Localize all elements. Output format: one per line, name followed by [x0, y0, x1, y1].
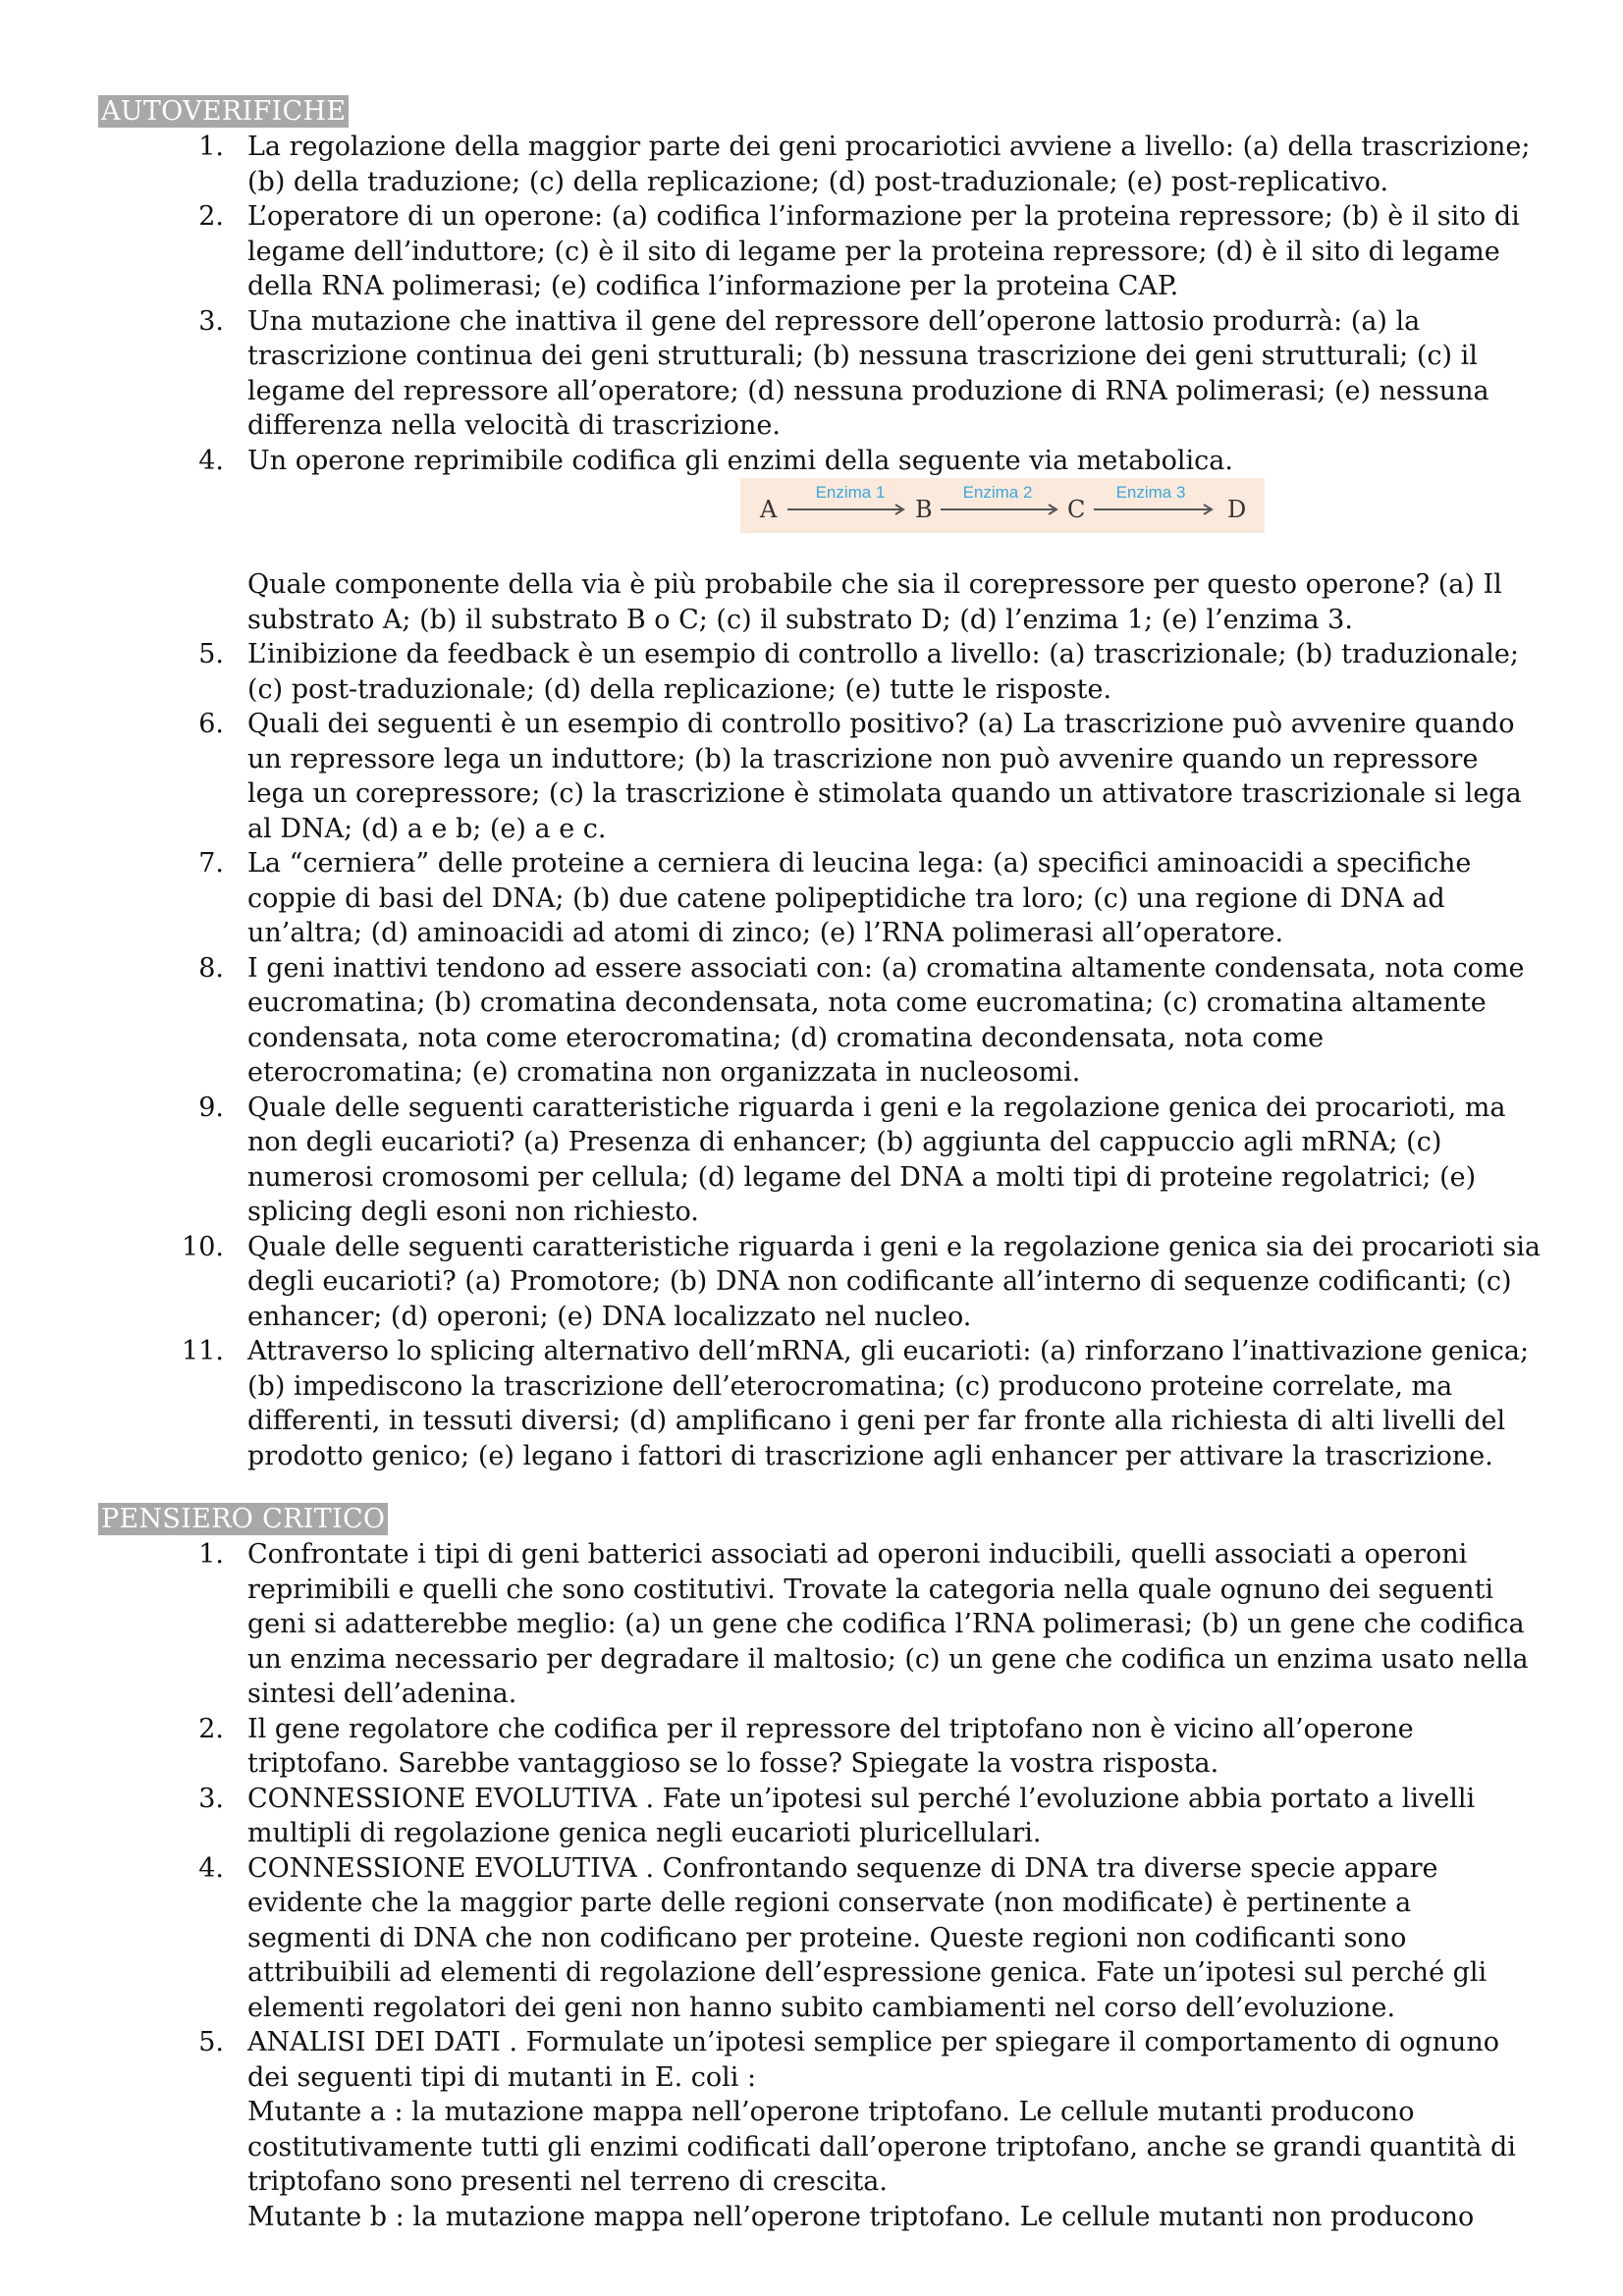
item-number: 2. [198, 201, 224, 232]
pathway-node-d: D [1227, 496, 1247, 523]
list-item [98, 1851, 1542, 2026]
item-text: La “cerniera” delle proteine a cerniera di leucina lega: (a) specifici aminoacidi a specifiche coppie di basi del DNA; (b) due catene polipeptidiche tra loro; (c) una regione di DNA ad un’altra; (d) aminoacidi ad atomi di zinco; (e) l’RNA polimerasi all’operatore. [247, 848, 1472, 948]
mutant-a-text: Mutante a : la mutazione mappa nell’operone triptofano. Le cellule mutanti producono costitutivamente tutti gli enzimi codificati dall’operone triptofano, anche se grandi quantità di triptofano sono presenti nel terreno di crescita. [247, 2097, 1516, 2197]
enzyme-label-1: Enzima 1 [815, 483, 886, 502]
list-item [98, 1782, 1542, 1851]
list-item [98, 1712, 1542, 1782]
item-text: Quale delle seguenti caratteristiche riguarda i geni e la regolazione genica dei procarioti, ma non degli eucarioti? (a) Presenza di enhancer; (b) aggiunta del cappuccio agli mRNA; (c) numerosi cromosomi per cellula; (d) legame del DNA a molti tipi di proteine regolatrici; (e) splicing degli esoni non richiesto. [247, 1092, 1506, 1227]
list-item [98, 707, 1542, 846]
item-number: 7. [198, 848, 224, 879]
item-text: Attraverso lo splicing alternativo dell’mRNA, gli eucarioti: (a) rinforzano l’inattivazione genica; (b) impediscono la trascrizione dell’eterocromatina; (c) producono proteine correlate, ma differenti, in tessuti diversi; (d) amplificano i geni per far fronte alla richiesta di alti livelli del prodotto genico; (e) legano i fattori di trascrizione agli enhancer per attivare la trascrizione. [247, 1336, 1530, 1471]
section-title-autoverifiche: AUTOVERIFICHE [98, 95, 349, 128]
enzyme-label-3: Enzima 3 [1115, 483, 1186, 502]
item-number: 11. [182, 1336, 224, 1366]
item-text: Quale delle seguenti caratteristiche riguarda i geni e la regolazione genica sia dei procarioti sia degli eucarioti? (a) Promotore; (b) DNA non codificante all’interno di sequenze codificanti; (c) enhancer; (d) operoni; (e) DNA localizzato nel nucleo. [247, 1231, 1541, 1332]
list-item [98, 951, 1542, 1091]
item-number: 1. [198, 132, 224, 162]
item-text-continued: Quale componente della via è più probabile che sia il corepressore per questo operone? (a) Il substrato A; (b) il substrato B o C; (c) il substrato D; (d) l’enzima 1; (e) l’enzima 3. [247, 569, 1502, 635]
list-item [98, 1334, 1542, 1473]
item-text: ANALISI DEI DATI . Formulate un’ipotesi semplice per spiegare il comportamento di ognuno dei seguenti tipi di mutanti in E. coli : [247, 2027, 1500, 2093]
item-text: Una mutazione che inattiva il gene del repressore dell’operone lattosio produrrà: (a) la trascrizione continua dei geni strutturali; (b) nessuna trascrizione dei geni strutturali; (c) il legame del repressore all’operatore; (d) nessuna produzione di RNA polimerasi; (e) nessuna differenza nella velocità di trascrizione. [247, 305, 1489, 441]
list-item [98, 130, 1542, 199]
list-item [98, 637, 1542, 707]
enzyme-label-2: Enzima 2 [962, 483, 1033, 502]
item-number: 3. [198, 305, 224, 337]
item-number: 5. [198, 639, 224, 669]
item-number: 4. [198, 445, 224, 476]
item-number: 3. [198, 1783, 224, 1814]
item-number: 5. [198, 2027, 224, 2057]
list-item [98, 304, 1542, 444]
pathway-node-a: A [760, 496, 778, 523]
item-number: 6. [198, 709, 224, 739]
list-item [98, 2025, 1542, 2234]
item-number: 4. [198, 1852, 224, 1884]
autoverifiche-list [98, 130, 1542, 1473]
item-text: CONNESSIONE EVOLUTIVA . Fate un’ipotesi sul perché l’evoluzione abbia portato a livelli multipli di regolazione genica negli eucarioti pluricellulari. [247, 1783, 1476, 1848]
pathway-node-c: C [1067, 496, 1086, 523]
pathway-node-b: B [915, 496, 933, 523]
item-text: L’operatore di un operone: (a) codifica l’informazione per la proteina repressore; (b) è il sito di legame dell’induttore; (c) è il sito di legame per la proteina repressore; (d) è il sito di legame della RNA polimerasi; (e) codifica l’informazione per la proteina CAP. [247, 201, 1520, 301]
item-text: I geni inattivi tendono ad essere associati con: (a) cromatina altamente condensata, nota come eucromatina; (b) cromatina decondensata, nota come eucromatina; (c) cromatina altamente condensata, nota come eterocromatina; (d) cromatina decondensata, nota come eterocromatina; (e) cromatina non organizzata in nucleosomi. [247, 952, 1525, 1088]
item-text: CONNESSIONE EVOLUTIVA . Confrontando sequenze di DNA tra diverse specie appare evidente che la maggior parte delle regioni conservate (non modificate) è pertinente a segmenti di DNA che non codificano per proteine. Queste regioni non codificanti sono attribuibili ad elementi di regolazione dell’espressione genica. Fate un’ipotesi sul perché gli elementi regolatori dei geni non hanno subito cambiamenti nel corso dell’evoluzione. [247, 1852, 1488, 2023]
item-number: 2. [198, 1713, 224, 1744]
item-number: 1. [198, 1539, 224, 1570]
section-title-pensiero-critico: PENSIERO CRITICO [98, 1503, 388, 1535]
list-item [98, 1230, 1542, 1335]
item-number: 8. [198, 952, 224, 984]
item-text: Quali dei seguenti è un esempio di controllo positivo? (a) La trascrizione può avvenire quando un repressore lega un induttore; (b) la trascrizione non può avvenire quando un repressore lega un corepressore; (c) la trascrizione è stimolata quando un attivatore trascrizionale si lega al DNA; (d) a e b; (e) a e c. [247, 709, 1522, 844]
list-item [98, 444, 1542, 638]
document-page [98, 94, 1542, 2234]
list-item [98, 1537, 1542, 1712]
item-text: L’inibizione da feedback è un esempio di controllo a livello: (a) trascrizionale; (b) traduzionale; (c) post-traduzionale; (d) della replicazione; (e) tutte le risposte. [247, 639, 1519, 705]
item-text: Il gene regolatore che codifica per il repressore del triptofano non è vicino all’operone triptofano. Sarebbe vantaggioso se lo fosse? Spiegate la vostra risposta. [247, 1713, 1414, 1779]
pensiero-critico-list [98, 1537, 1542, 2234]
item-number: 10. [182, 1231, 224, 1262]
mutant-b-text: Mutante b : la mutazione mappa nell’operone triptofano. Le cellule mutanti non producono [247, 2201, 1475, 2232]
item-text: Un operone reprimibile codifica gli enzimi della seguente via metabolica. [247, 445, 1233, 476]
item-text: La regolazione della maggior parte dei geni procariotici avviene a livello: (a) della trascrizione; (b) della traduzione; (c) della replicazione; (d) post-traduzionale; (e) post-replicativo. [247, 132, 1531, 197]
list-item [98, 1091, 1542, 1230]
list-item [98, 199, 1542, 304]
item-number: 9. [198, 1092, 224, 1123]
metabolic-pathway-diagram [740, 478, 1265, 533]
list-item [98, 846, 1542, 951]
item-text: Confrontate i tipi di geni batterici associati ad operoni inducibili, quelli associati a operoni reprimibili e quelli che sono costitutivi. Trovate la categoria nella quale ognuno dei seguenti geni si adatterebbe meglio: (a) un gene che codifica l’RNA polimerasi; (b) un gene che codifica un enzima necessario per degradare il maltosio; (c) un gene che codifica un enzima usato nella sintesi dell’adenina. [247, 1539, 1529, 1709]
